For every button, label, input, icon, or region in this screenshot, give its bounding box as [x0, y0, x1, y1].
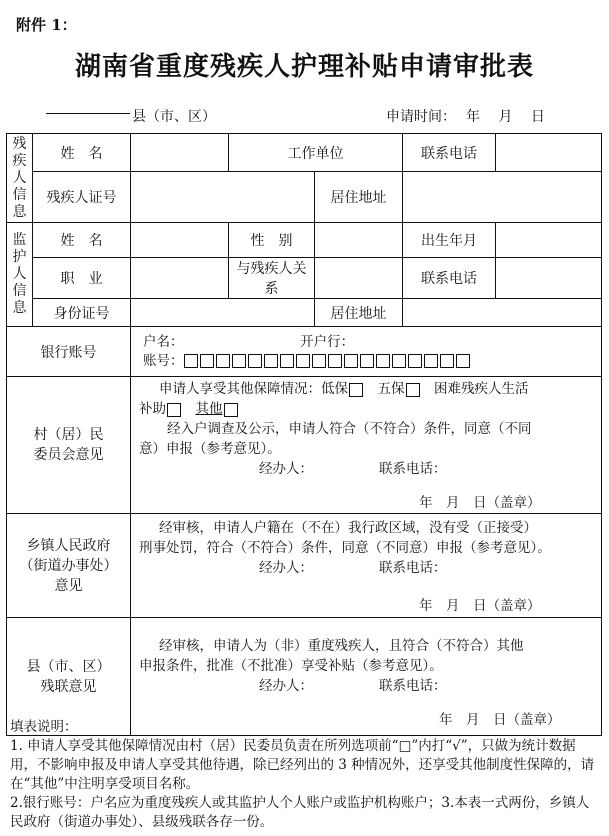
account-digit-box[interactable] [424, 354, 438, 368]
apply-time-label: 申请时间： [386, 109, 456, 125]
account-digit-box[interactable] [440, 354, 454, 368]
dibao-checkbox[interactable] [349, 383, 363, 397]
guardian-birth-label: 出生年月 [403, 223, 496, 258]
guardian-gender-field[interactable] [315, 223, 403, 258]
disabled-phone-label: 联系电话 [403, 134, 496, 172]
account-holder-label: 户名： [143, 333, 184, 350]
account-digit-box[interactable] [216, 354, 230, 368]
bank-account-label: 银行账号 [7, 327, 131, 377]
poor-label: 困难残疾人生活 [434, 381, 529, 397]
guardian-id-card-field[interactable] [131, 299, 315, 327]
subsidy-label: 补助 [139, 401, 166, 417]
village-line4: 意）申报（参考意见）。 [139, 441, 281, 457]
guardian-birth-field[interactable] [496, 223, 602, 258]
village-handler-label: 经办人： [259, 461, 313, 477]
disabled-name-field[interactable] [131, 134, 229, 172]
apply-date-fields: 年 月 日 [466, 109, 545, 125]
account-digit-box[interactable] [280, 354, 294, 368]
wubao-label: 五保 [377, 381, 405, 397]
account-digit-box[interactable] [456, 354, 470, 368]
subsidy-checkbox[interactable] [167, 403, 181, 417]
guardian-gender-label: 性 别 [229, 223, 315, 258]
account-number-boxes[interactable] [184, 353, 472, 369]
village-opinion-cell [131, 377, 602, 514]
county-line1: 经审核，申请人为（非）重度残疾人，且符合（不符合）其他 [159, 638, 524, 654]
guardian-address-field[interactable] [403, 299, 602, 327]
approval-form-table [6, 133, 602, 736]
bank-branch-label: 开户行： [300, 333, 355, 350]
guardian-occupation-field[interactable] [131, 258, 229, 299]
attachment-label: 附件 1： [16, 16, 77, 34]
disabled-id-cert-field[interactable] [131, 172, 315, 223]
account-digit-box[interactable] [200, 354, 214, 368]
township-line1: 经审核，申请人户籍在（不在）我行政区域，没有受（正接受） [159, 520, 537, 536]
notes-item-1: 1. 申请人享受其他保障情况由村（居）民委员负责在所列选项前“□”内打“√”，只做为统计数据用，不影响申报及申请人享受其他待遇，除已经列出的 3 种情况外，还享受其他制度性保障的，请在“其他”中注明享受项目名称。 [10, 738, 595, 792]
village-committee-label: 村（居）民 委员会意见 [7, 377, 131, 514]
notes-item-2: 2.银行账号：户名应为重度残疾人或其监护人个人账户或监护机构账户；3.本表一式两份，乡镇人民政府（街道办事处）、县级残联各存一份。 [10, 795, 590, 830]
account-digit-box[interactable] [392, 354, 406, 368]
county-label: 县（市、区） [132, 109, 216, 125]
county-date-seal: 年 月 日（盖章） [439, 712, 561, 728]
account-digit-box[interactable] [408, 354, 422, 368]
filling-instructions [10, 718, 602, 832]
village-line3: 经入户调查及公示，申请人符合（不符合）条件，同意（不同 [167, 421, 532, 437]
disabled-address-label: 居住地址 [315, 172, 403, 223]
guardian-address-label: 居住地址 [315, 299, 403, 327]
bank-account-cell [131, 327, 602, 377]
account-digit-box[interactable] [312, 354, 326, 368]
township-line2: 刑事处罚，符合（不符合）条件，同意（不同意）申报（参考意见）。 [139, 540, 551, 556]
form-title: 湖南省重度残疾人护理补贴申请审批表 [74, 52, 534, 82]
work-unit-label: 工作单位 [229, 134, 403, 172]
village-phone-label: 联系电话： [379, 461, 447, 477]
township-opinion-cell [131, 514, 602, 618]
disabled-id-cert-label: 残疾人证号 [33, 172, 131, 223]
wubao-checkbox[interactable] [406, 383, 420, 397]
guardian-phone-field[interactable] [496, 258, 602, 299]
guardian-relation-label: 与残疾人关系 [229, 258, 315, 299]
account-digit-box[interactable] [296, 354, 310, 368]
county-blank-line [46, 113, 130, 114]
account-digit-box[interactable] [184, 354, 198, 368]
village-line1: 申请人享受其他保障情况：低保 [159, 381, 348, 397]
disabled-info-section-label: 残 疾 人 信 息 [7, 134, 33, 223]
village-date-seal: 年 月 日（盖章） [419, 495, 541, 511]
guardian-name-field[interactable] [131, 223, 229, 258]
account-digit-box[interactable] [232, 354, 246, 368]
county-dpf-label: 县（市、区） 残联意见 [7, 618, 131, 736]
other-label: 其他 [195, 401, 223, 417]
guardian-id-card-label: 身份证号 [33, 299, 131, 327]
account-number-label: 账号： [143, 352, 184, 369]
county-phone-label: 联系电话： [379, 678, 447, 694]
township-date-seal: 年 月 日（盖章） [419, 598, 541, 614]
account-digit-box[interactable] [264, 354, 278, 368]
account-digit-box[interactable] [248, 354, 262, 368]
disabled-address-field[interactable] [403, 172, 602, 223]
guardian-name-label: 姓 名 [33, 223, 131, 258]
guardian-phone-label: 联系电话 [403, 258, 496, 299]
account-digit-box[interactable] [344, 354, 358, 368]
notes-title: 填表说明： [10, 719, 78, 735]
other-checkbox[interactable] [224, 403, 238, 417]
guardian-occupation-label: 职 业 [33, 258, 131, 299]
township-gov-label: 乡镇人民政府 （街道办事处） 意见 [7, 514, 131, 618]
guardian-info-section-label: 监 护 人 信 息 [7, 223, 33, 327]
guardian-relation-field[interactable] [315, 258, 403, 299]
account-digit-box[interactable] [376, 354, 390, 368]
township-handler-label: 经办人： [259, 560, 313, 576]
county-line2: 申报条件，批准（不批准）享受补贴（参考意见）。 [139, 658, 443, 674]
county-handler-label: 经办人： [259, 678, 313, 694]
account-digit-box[interactable] [328, 354, 342, 368]
account-digit-box[interactable] [360, 354, 374, 368]
disabled-name-label: 姓 名 [33, 134, 131, 172]
township-phone-label: 联系电话： [379, 560, 447, 576]
disabled-phone-field[interactable] [496, 134, 602, 172]
